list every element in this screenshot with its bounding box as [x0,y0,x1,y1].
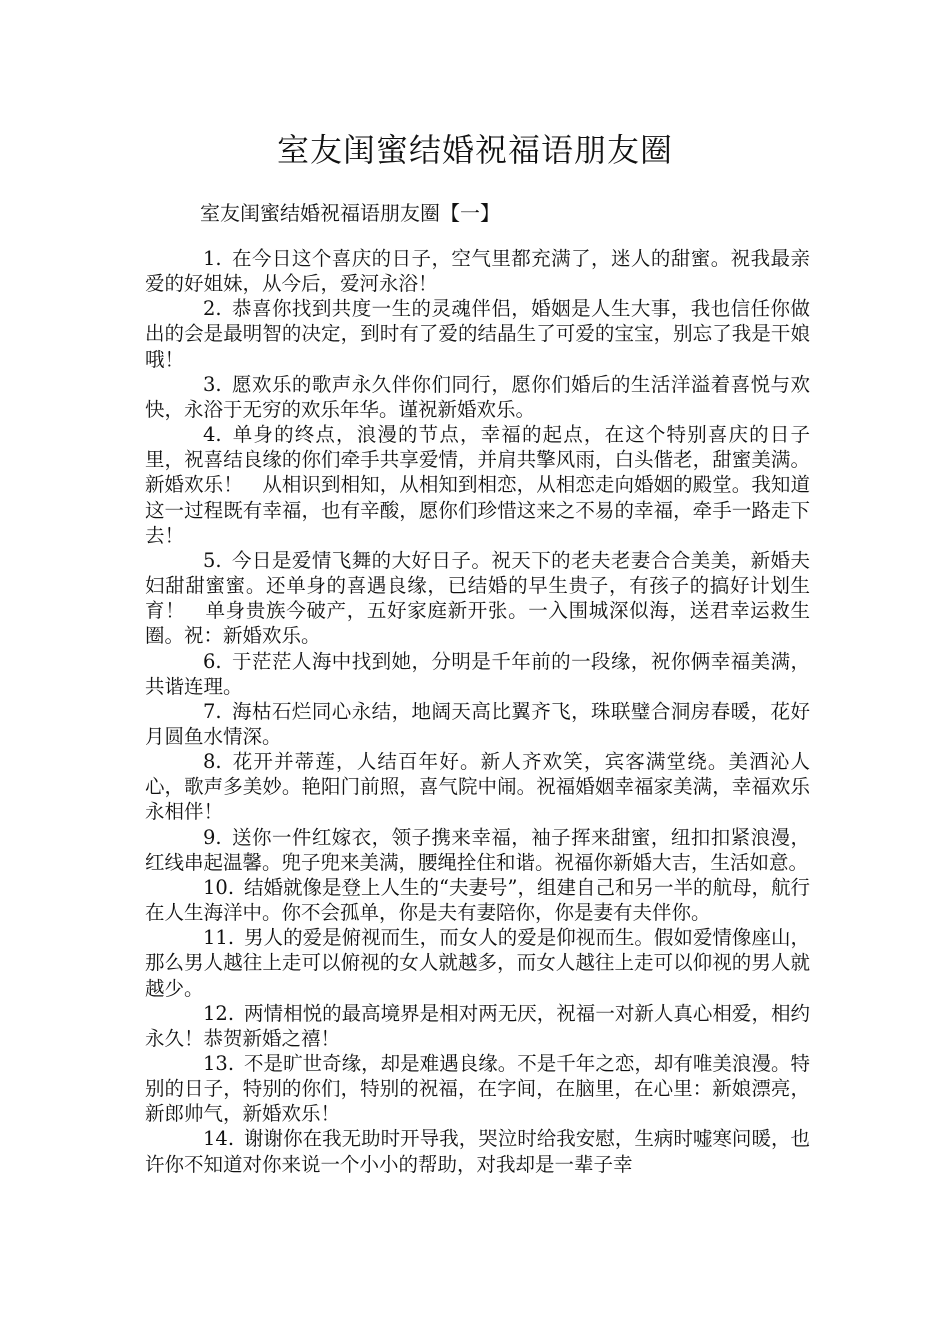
paragraph-text: 在今日这个喜庆的日子，空气里都充满了，迷人的甜蜜。祝我最亲爱的好姐妹，从今后，爱河永浴！ [145,247,810,296]
paragraph-text: 单身的终点，浪漫的节点，幸福的起点，在这个特别喜庆的日子里，祝喜结良缘的你们牵手共享爱情，并肩共擎风雨，白头偕老，甜蜜美满。新婚欢乐！ 从相识到相知，从相知到相恋，从相恋走向婚姻的殿堂。我知道这一过程既有幸福，也有辛酸，愿你们珍惜这来之不易的幸福，牵手一路走下去！ [145,423,810,547]
paragraph [145,296,810,371]
paragraph-text: 愿欢乐的歌声永久伴你们同行，愿你们婚后的生活洋溢着喜悦与欢快，永浴于无穷的欢乐年华。谨祝新婚欢乐。 [145,372,810,421]
paragraph-text: 谢谢你在我无助时开导我，哭泣时给我安慰，生病时嘘寒问暖，也许你不知道对你来说一个小小的帮助，对我却是一辈子幸 [145,1127,810,1176]
section-heading: 室友闺蜜结婚祝福语朋友圈【一】 [200,201,500,225]
paragraph [145,246,810,296]
paragraph-number: 3. [203,372,222,396]
paragraph-number: 10. [203,875,235,899]
paragraph [145,1001,810,1051]
paragraph-text: 男人的爱是俯视而生，而女人的爱是仰视而生。假如爱情像座山，那么男人越往上走可以俯视的女人就越多，而女人越往上走可以仰视的男人就越少。 [145,926,810,1000]
paragraph [145,699,810,749]
paragraph-text: 于茫茫人海中找到她，分明是千年前的一段缘，祝你俩幸福美满，共谐连理。 [145,649,810,698]
paragraph-number: 12. [203,1001,235,1025]
paragraph-number: 6. [203,649,222,673]
paragraph [145,649,810,699]
paragraph-number: 5. [203,548,222,572]
paragraph [145,875,810,925]
paragraph [145,1051,810,1126]
paragraph-text: 结婚就像是登上人生的“夫妻号”，组建自己和另一半的航母，航行在人生海洋中。你不会孤单，你是夫有妻陪你，你是妻有夫伴你。 [145,875,810,925]
paragraph [145,925,810,1000]
paragraph-number: 9. [203,825,222,849]
paragraph-text: 不是旷世奇缘，却是难遇良缘。不是千年之恋，却有唯美浪漫。特别的日子，特别的你们，特别的祝福，在字间，在脑里，在心里：新娘漂亮，新郎帅气，新婚欢乐！ [145,1052,810,1126]
paragraph [145,422,810,548]
document-title: 室友闺蜜结婚祝福语朋友圈 [276,131,673,169]
paragraph-text: 恭喜你找到共度一生的灵魂伴侣，婚姻是人生大事，我也信任你做出的会是最明智的决定，到时有了爱的结晶生了可爱的宝宝，别忘了我是干娘哦！ [145,297,810,371]
paragraph [145,749,810,824]
paragraph-number: 1. [203,247,222,270]
paragraph [145,548,810,649]
paragraph-text: 两情相悦的最高境界是相对两无厌，祝福一对新人真心相爱，相约永久！恭贺新婚之禧！ [145,1001,810,1050]
paragraph-text: 今日是爱情飞舞的大好日子。祝天下的老夫老妻合合美美，新婚夫妇甜甜蜜蜜。还单身的喜遇良缘，已结婚的早生贵子，有孩子的搞好计划生育！ 单身贵族今破产，五好家庭新开张。一入围城深似海，送君幸运救生圈。祝：新婚欢乐。 [145,548,810,648]
document-body [145,246,810,1177]
paragraph-text: 海枯石烂同心永结，地阔天高比翼齐飞，珠联璧合洞房春暖，花好月圆鱼水情深。 [145,699,810,748]
paragraph-text: 送你一件红嫁衣，领子携来幸福，袖子挥来甜蜜，纽扣扣紧浪漫，红线串起温馨。兜子兜来美满，腰绳拴住和谐。祝福你新婚大吉，生活如意。 [145,825,810,874]
paragraph [145,1126,810,1176]
paragraph-number: 11. [203,926,235,950]
paragraph-number: 2. [203,297,222,321]
paragraph [145,372,810,422]
paragraph [145,825,810,875]
paragraph-number: 8. [203,750,222,774]
paragraph-number: 14. [203,1127,235,1151]
paragraph-number: 4. [203,423,222,447]
paragraph-number: 13. [203,1052,235,1075]
paragraph-text: 花开并蒂莲，人结百年好。新人齐欢笑，宾客满堂绕。美酒沁人心，歌声多美妙。艳阳门前照，喜气院中闹。祝福婚姻幸福家美满，幸福欢乐永相伴！ [145,750,810,824]
paragraph-number: 7. [203,699,222,723]
